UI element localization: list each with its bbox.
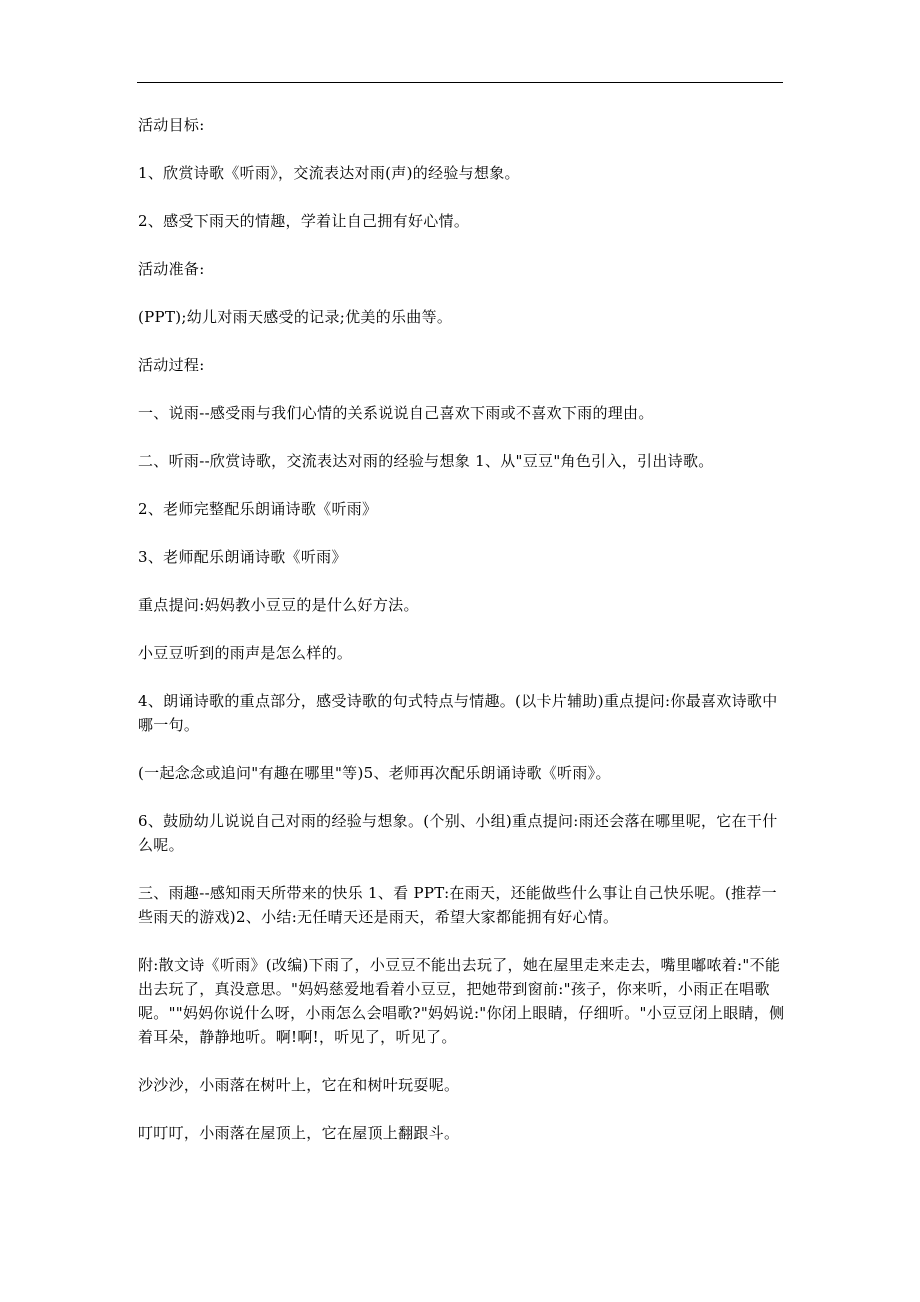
process-step-3: 三、雨趣--感知雨天所带来的快乐 1、看 PPT:在雨天，还能做些什么事让自己快乐呢。(推荐一些雨天的游戏)2、小结:无任晴天还是雨天，希望大家都能拥有好心情。: [138, 884, 777, 926]
process-substep-3: 3、老师配乐朗诵诗歌《听雨》: [138, 548, 347, 566]
process-substep-4: 4、朗诵诗歌的重点部分，感受诗歌的句式特点与情趣。(以卡片辅助)重点提问:你最喜欢诗歌中哪一句。: [138, 692, 778, 734]
header-rule: [137, 82, 783, 83]
preparation-text: (PPT);幼儿对雨天感受的记录;优美的乐曲等。: [138, 308, 453, 326]
process-step-2: 二、听雨--欣赏诗歌，交流表达对雨的经验与想象 1、从"豆豆"角色引入，引出诗歌。: [138, 452, 714, 470]
process-substep-5: (一起念念或追问"有趣在哪里"等)5、老师再次配乐朗诵诗歌《听雨》。: [138, 764, 611, 782]
goal-item-2: 2、感受下雨天的情趣，学着让自己拥有好心情。: [138, 212, 470, 230]
key-question-2: 小豆豆听到的雨声是怎么样的。: [138, 644, 353, 662]
process-substep-2: 2、老师完整配乐朗诵诗歌《听雨》: [138, 500, 378, 518]
process-substep-6: 6、鼓励幼儿说说自己对雨的经验与想象。(个别、小组)重点提问:雨还会落在哪里呢，它在干什么呢。: [138, 812, 778, 854]
document-body: [138, 113, 788, 1169]
key-question-1: 重点提问:妈妈教小豆豆的是什么好方法。: [138, 596, 419, 614]
appendix-poem-intro: 附:散文诗《听雨》(改编)下雨了，小豆豆不能出去玩了，她在屋里走来走去，嘴里嘟哝着:"不能出去玩了，真没意思。"妈妈慈爱地看着小豆豆，把她带到窗前:"孩子，你来听，小雨正在唱歌呢。""妈妈你说什么呀，小雨怎么会唱歌?"妈妈说:"你闭上眼睛，仔细听。"小豆豆闭上眼睛，侧着耳朵，静静地听。啊!啊!，听见了，听见了。: [138, 956, 785, 1046]
poem-line-2: 叮叮叮，小雨落在屋顶上，它在屋顶上翻跟斗。: [138, 1124, 460, 1142]
section-heading-preparation: 活动准备:: [138, 260, 205, 278]
process-step-1: 一、说雨--感受雨与我们心情的关系说说自己喜欢下雨或不喜欢下雨的理由。: [138, 404, 654, 422]
section-heading-goals: 活动目标:: [138, 116, 205, 134]
goal-item-1: 1、欣赏诗歌《听雨》，交流表达对雨(声)的经验与想象。: [138, 164, 520, 182]
poem-line-1: 沙沙沙，小雨落在树叶上，它在和树叶玩耍呢。: [138, 1076, 460, 1094]
section-heading-process: 活动过程:: [138, 356, 205, 374]
